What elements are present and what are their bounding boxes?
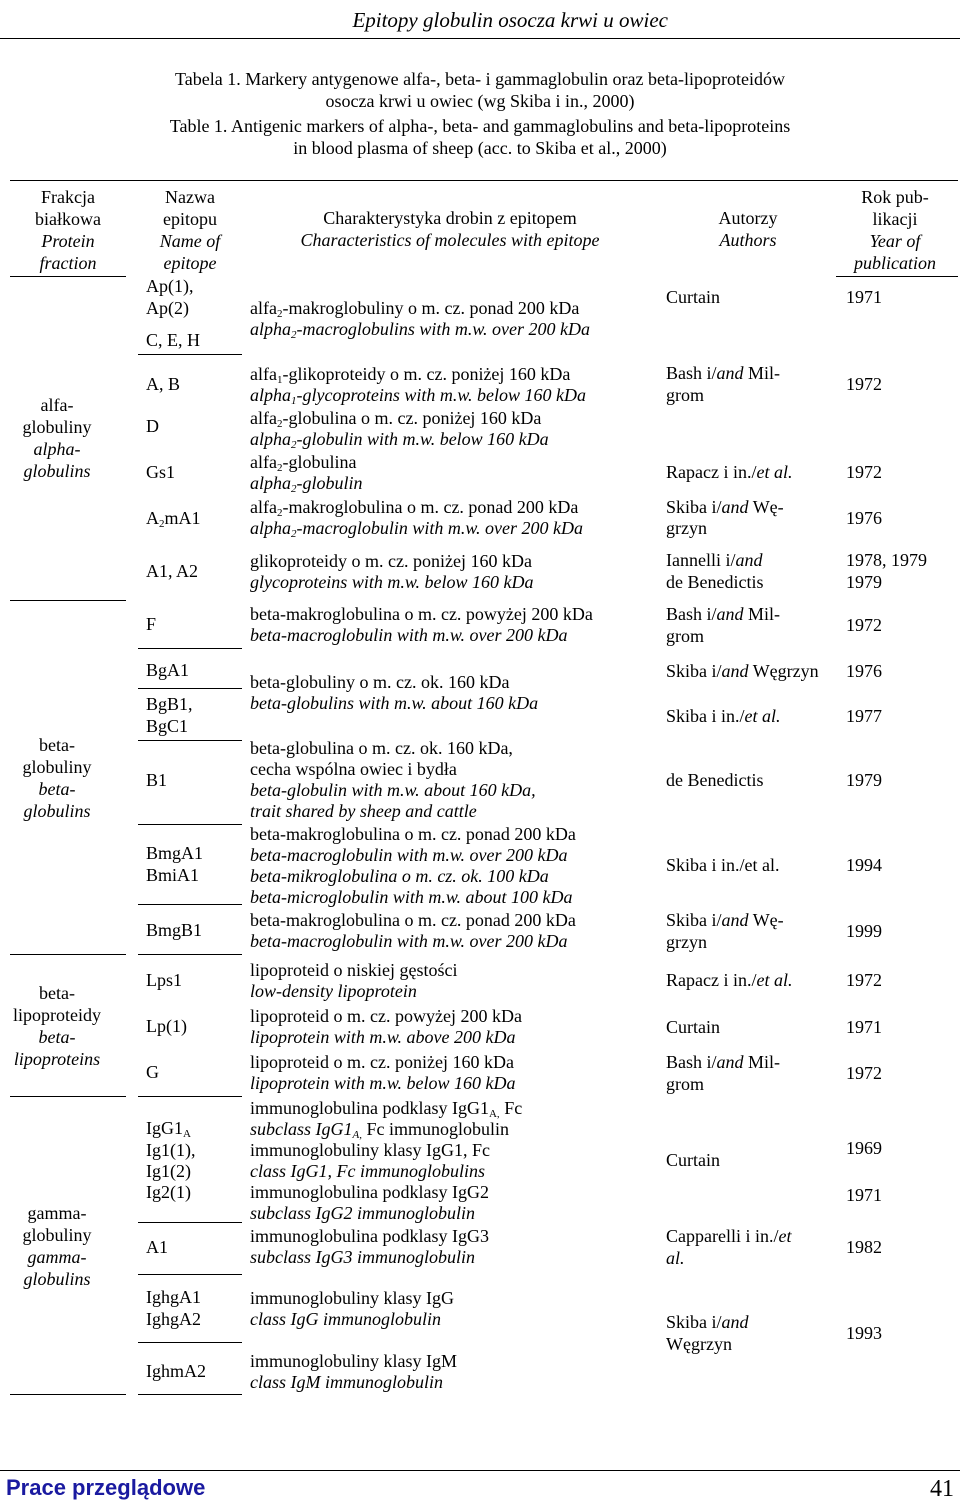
- year-text: 1976: [846, 508, 882, 528]
- author-text: Iannelli i/and: [666, 550, 763, 570]
- epitope-ceh: C, E, H: [146, 330, 200, 350]
- char-text: alfa$_2$-globulina: [250, 452, 357, 474]
- char-text: beta-macroglobulin with m.w. over 200 kDa: [250, 625, 568, 645]
- author-text: Rapacz i in./et al.: [666, 462, 793, 482]
- author-text: Bash i/and Mil-: [666, 363, 781, 383]
- header-authors: Autorzy Authors: [718, 208, 778, 250]
- fraction-beta: beta- globuliny beta- globulins: [22, 735, 92, 821]
- epitope-rule: [138, 1342, 242, 1343]
- char-text: glycoproteins with m.w. below 160 kDa: [250, 572, 534, 592]
- year-text: 1972: [846, 374, 882, 394]
- epitope-ap2: Ap(2): [146, 298, 189, 318]
- author-text: Curtain: [666, 1017, 720, 1037]
- epitope-bmgb1: BmgB1: [146, 920, 203, 940]
- header-rule-year: [836, 276, 958, 277]
- epitope-rule: [138, 354, 242, 355]
- char-text: lipoproteid o m. cz. poniżej 160 kDa: [250, 1052, 514, 1072]
- epitope-ighga2: IghgA2: [146, 1309, 201, 1329]
- header-year: Rok pub- likacji Year of publication: [854, 187, 936, 273]
- epitope-rule: [138, 648, 242, 649]
- epitope-rule: [138, 904, 242, 905]
- char-text: beta-makroglobulina o m. cz. powyżej 200 kDa: [250, 604, 593, 624]
- epitope-bgc1: BgC1: [146, 716, 189, 736]
- year-text: 1972: [846, 615, 882, 635]
- header-characteristics: Charakterystyka drobin z epitopem Characteristics of molecules with epitope: [300, 208, 600, 250]
- epitope-rule: [138, 954, 242, 955]
- epitope-bmia1: BmiA1: [146, 865, 200, 885]
- char-text: subclass IgG3 immunoglobulin: [250, 1247, 475, 1267]
- char-text: immunoglobulina podklasy IgG2: [250, 1182, 489, 1202]
- fraction-rule-bottom: [10, 1394, 126, 1395]
- char-text: beta-globulina o m. cz. ok. 160 kDa,: [250, 738, 513, 758]
- char-text: beta-makroglobulina o m. cz. ponad 200 kDa: [250, 824, 576, 844]
- char-text: beta-microglobulin with m.w. about 100 kDa: [250, 887, 573, 907]
- char-text: alpha$_2$-macroglobulins with m.w. over 200 kDa: [250, 319, 590, 341]
- char-text: alfa$_2$-makroglobulina o m. cz. ponad 200 kDa: [250, 497, 579, 519]
- author-text: al.: [666, 1248, 685, 1268]
- epitope-bgb1: BgB1,: [146, 694, 193, 714]
- char-text: alpha$_2$-globulin: [250, 473, 363, 495]
- char-text: alfa$_2$-makroglobuliny o m. cz. ponad 200 kDa: [250, 298, 580, 320]
- char-text: class IgM immunoglobulin: [250, 1372, 443, 1392]
- char-text: beta-globulins with m.w. about 160 kDa: [250, 693, 539, 713]
- author-text: Skiba i in./et al.: [666, 855, 780, 875]
- char-text: glikoproteidy o m. cz. poniżej 160 kDa: [250, 551, 532, 571]
- running-title: Epitopy globulin osocza krwi u owiec: [352, 8, 668, 32]
- epitope-a2ma1: $A_2mA1$: [146, 508, 201, 530]
- header-rule-fraction: [10, 276, 126, 277]
- author-text: grzyn: [666, 518, 707, 538]
- char-text: beta-mikroglobulina o m. cz. ok. 100 kDa: [250, 866, 549, 886]
- char-text: lipoprotein with m.w. above 200 kDa: [250, 1027, 516, 1047]
- epitope-lps1: Lps1: [146, 970, 182, 990]
- year-text: 1972: [846, 462, 882, 482]
- author-text: Skiba i in./et al.: [666, 706, 781, 726]
- author-text: grzyn: [666, 932, 707, 952]
- char-text: beta-macroglobulin with m.w. over 200 kDa: [250, 845, 568, 865]
- char-text: alpha$_1$-glycoproteins with m.w. below 160 kDa: [250, 385, 586, 407]
- author-text: Curtain: [666, 1150, 720, 1170]
- author-text: de Benedictis: [666, 572, 764, 592]
- author-text: Capparelli i in./et: [666, 1226, 792, 1246]
- fraction-rule-1: [10, 600, 126, 601]
- epitope-a1a2: A1, A2: [146, 561, 199, 581]
- char-text: alpha$_2$-macroglobulin with m.w. over 200 kDa: [250, 518, 583, 540]
- char-text: immunoglobulina podklasy IgG3: [250, 1226, 489, 1246]
- year-text: 1971: [846, 1017, 882, 1037]
- year-text: 1969: [846, 1138, 882, 1158]
- footer-rule: [0, 1470, 960, 1471]
- epitope-ig2-1: Ig2(1): [146, 1182, 191, 1202]
- year-text: 1994: [846, 855, 882, 875]
- epitope-rule: [138, 824, 242, 825]
- header-fraction: Frakcja białkowa Protein fraction: [35, 187, 101, 273]
- epitope-gs1: Gs1: [146, 462, 176, 482]
- epitope-rule: [138, 688, 242, 689]
- author-text: Bash i/and Mil-: [666, 1052, 781, 1072]
- epitope-ig1-1: Ig1(1),: [146, 1140, 196, 1160]
- char-text: beta-globulin with m.w. about 160 kDa,: [250, 780, 536, 800]
- char-text: low-density lipoprotein: [250, 981, 417, 1001]
- year-text: 1993: [846, 1323, 882, 1343]
- epitope-igg1a: $IgG1_A$: [146, 1118, 191, 1140]
- year-text: 1976: [846, 661, 882, 681]
- year-text: 1999: [846, 921, 882, 941]
- epitope-bmga1: BmgA1: [146, 843, 204, 863]
- char-text: cecha wspólna owiec i bydła: [250, 759, 457, 779]
- char-text: class IgG immunoglobulin: [250, 1309, 441, 1329]
- epitope-ig1-2: Ig1(2): [146, 1161, 191, 1181]
- caption-pl-line2: osocza krwi u owiec (wg Skiba i in., 2000): [325, 91, 635, 111]
- char-text: alfa$_1$-glikoproteidy o m. cz. poniżej 160 kDa: [250, 364, 571, 386]
- char-text: lipoprotein with m.w. below 160 kDa: [250, 1073, 516, 1093]
- author-text: de Benedictis: [666, 770, 764, 790]
- epitope-ab: A, B: [146, 374, 181, 394]
- char-text: alfa$_2$-globulina o m. cz. poniżej 160 kDa: [250, 408, 542, 430]
- year-text: 1977: [846, 706, 882, 726]
- year-text: 1972: [846, 970, 882, 990]
- epitope-ighma2: IghmA2: [146, 1361, 206, 1381]
- author-text: Skiba i/and Węgrzyn: [666, 661, 819, 681]
- author-text: Skiba i/and: [666, 1312, 749, 1332]
- epitope-b1: B1: [146, 770, 168, 790]
- epitope-a1: A1: [146, 1237, 168, 1257]
- epitope-bga1: BgA1: [146, 660, 190, 680]
- table-top-rule: [10, 180, 958, 181]
- char-text: class IgG1, Fc immunoglobulins: [250, 1161, 485, 1181]
- page-number: 41: [930, 1476, 954, 1502]
- year-text: 1971: [846, 287, 882, 307]
- year-text: 1971: [846, 1185, 882, 1205]
- char-text: lipoproteid o niskiej gęstości: [250, 960, 458, 980]
- fraction-rule-2: [10, 954, 126, 955]
- epitope-f: F: [146, 614, 157, 634]
- char-text: subclass $IgG1_{A,}$ Fc immunoglobulin: [250, 1119, 509, 1141]
- epitope-ighga1: IghgA1: [146, 1287, 201, 1307]
- author-text: Skiba i/and Wę-: [666, 497, 784, 517]
- header-epitope: Nazwa epitopu Name of epitope: [159, 187, 221, 273]
- year-text: 1979: [846, 572, 882, 592]
- epitope-ap1: Ap(1),: [146, 276, 194, 296]
- year-text: 1978, 1979: [846, 550, 927, 570]
- author-text: grom: [666, 1074, 704, 1094]
- char-text: immunoglobulina podklasy $IgG1_{A,}$ Fc: [250, 1098, 523, 1120]
- author-text: Skiba i/and Wę-: [666, 910, 784, 930]
- author-text: grom: [666, 385, 704, 405]
- year-text: 1972: [846, 1063, 882, 1083]
- fraction-betalipo: beta- lipoproteidy beta- lipoproteins: [13, 983, 101, 1069]
- char-text: beta-globuliny o m. cz. ok. 160 kDa: [250, 672, 510, 692]
- epitope-rule: [138, 1222, 242, 1223]
- author-text: Węgrzyn: [666, 1334, 732, 1354]
- char-text: alpha$_2$-globulin with m.w. below 160 kDa: [250, 429, 549, 451]
- year-text: 1982: [846, 1237, 882, 1257]
- fraction-alpha: alfa- globuliny alpha- globulins: [22, 395, 92, 481]
- epitope-lp1: Lp(1): [146, 1016, 187, 1036]
- char-text: subclass IgG2 immunoglobulin: [250, 1203, 475, 1223]
- char-text: beta-makroglobulina o m. cz. ponad 200 kDa: [250, 910, 576, 930]
- author-text: grom: [666, 626, 704, 646]
- caption-pl-line1: Tabela 1. Markery antygenowe alfa-, beta- i gammaglobulin oraz beta-lipoproteidów: [174, 69, 785, 89]
- author-text: Bash i/and Mil-: [666, 604, 781, 624]
- epitope-d: D: [146, 416, 159, 436]
- char-text: beta-macroglobulin with m.w. over 200 kDa: [250, 931, 568, 951]
- caption-en-line2: in blood plasma of sheep (acc. to Skiba et al., 2000): [293, 138, 667, 158]
- epitope-rule: [138, 740, 242, 741]
- running-title-rule: [0, 38, 960, 39]
- epitope-rule: [138, 1274, 242, 1275]
- author-text: Curtain: [666, 287, 720, 307]
- caption-en-line1: Table 1. Antigenic markers of alpha-, beta- and gammaglobulins and beta-lipoproteins: [169, 116, 791, 136]
- author-text: Rapacz i in./et al.: [666, 970, 793, 990]
- fraction-gamma: gamma- globuliny gamma- globulins: [22, 1203, 92, 1289]
- char-text: immunoglobuliny klasy IgM: [250, 1351, 457, 1371]
- epitope-rule: [138, 1096, 242, 1097]
- char-text: lipoproteid o m. cz. powyżej 200 kDa: [250, 1006, 522, 1026]
- char-text: trait shared by sheep and cattle: [250, 801, 477, 821]
- epitope-rule-bottom: [138, 1394, 242, 1395]
- char-text: immunoglobuliny klasy IgG: [250, 1288, 454, 1308]
- year-text: 1979: [846, 770, 882, 790]
- fraction-rule-3: [10, 1096, 126, 1097]
- footer-section-label: Prace przeglądowe: [6, 1475, 206, 1500]
- epitope-g: G: [146, 1062, 159, 1082]
- char-text: immunoglobuliny klasy IgG1, Fc: [250, 1140, 490, 1160]
